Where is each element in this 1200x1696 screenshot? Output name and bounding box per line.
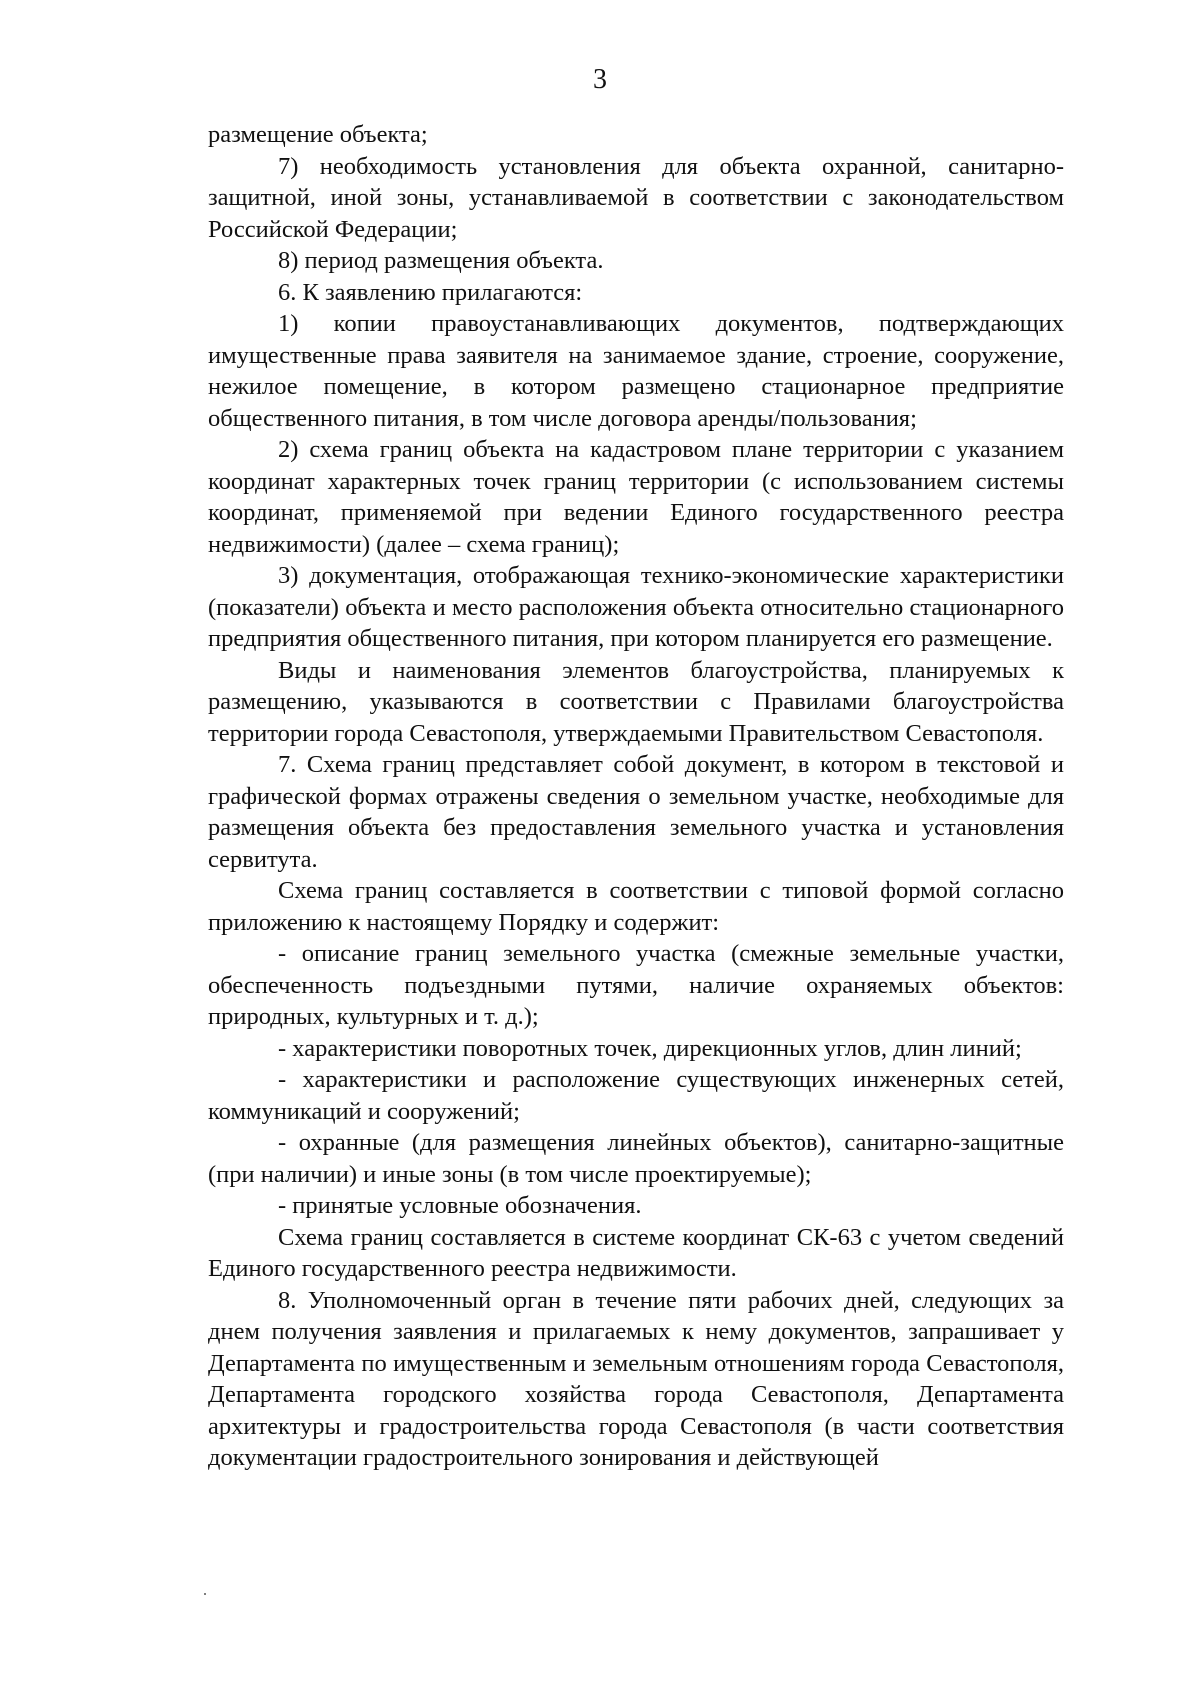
list-item: - принятые условные обозначения. — [278, 1192, 642, 1219]
paragraph: 8) период размещения объекта. — [278, 247, 604, 274]
page-number: 3 — [593, 64, 607, 95]
list-item: 3) документация, отображающая технико-экономические характеристики (показатели) объекта и место расположения объекта относительно стационарного предприятия общественного питания, при котором планируется его размещение. — [208, 562, 1064, 652]
list-item: - характеристики поворотных точек, дирекционных углов, длин линий; — [278, 1034, 1022, 1062]
list-item: - характеристики и расположение существующих инженерных сетей, коммуникаций и сооружений; — [208, 1066, 1064, 1125]
section-paragraph: 8. Уполномоченный орган в течение пяти рабочих дней, следующих за днем получения заявления и прилагаемых к нему документов, запрашивает у Департамента по имущественным и земельным отношениям города Севастополя, Департамента городского хозяйства города Севастополя, Департамента архитектуры и градостроительства города Севастополя (в части соответствия документации градостроительного зонирования и действующей — [208, 1286, 1064, 1471]
paragraph: 7) необходимость установления для объекта охранной, санитарно-защитной, иной зоны, устанавливаемой в соответствии с законодательством Российской Федерации; — [208, 152, 1064, 243]
document-body — [208, 119, 1064, 1474]
section-paragraph: 7. Схема границ представляет собой документ, в котором в текстовой и графической формах отражены сведения о земельном участке, необходимые для размещения объекта без предоставления земельного участка и установления сервитута. — [208, 751, 1064, 873]
scan-speck — [204, 1593, 206, 1595]
list-item: - описание границ земельного участка (смежные земельные участки, обеспеченность подъездными путями, наличие охраняемых объектов: природных, культурных и т. д.); — [208, 940, 1064, 1030]
section-heading: 6. К заявлению прилагаются: — [278, 278, 583, 306]
paragraph: Схема границ составляется в соответствии с типовой формой согласно приложению к настоящему Порядку и содержит: — [208, 877, 1064, 936]
paragraph: Схема границ составляется в системе координат СК-63 с учетом сведений Единого государственного реестра недвижимости. — [208, 1223, 1064, 1282]
paragraph: размещение объекта; — [208, 121, 428, 148]
list-item: 2) схема границ объекта на кадастровом плане территории с указанием координат характерных точек границ территории (с использованием системы координат, применяемой при ведении Единого государственного реестра недвижимости) (далее – схема границ); — [208, 436, 1064, 558]
paragraph: Виды и наименования элементов благоустройства, планируемых к размещению, указываются в соответствии с Правилами благоустройства территории города Севастополя, утверждаемыми Правительством Севастополя. — [208, 656, 1064, 747]
list-item: 1) копии правоустанавливающих документов, подтверждающих имущественные права заявителя на занимаемое здание, строение, сооружение, нежилое помещение, в котором размещено стационарное предприятие общественного питания, в том числе договора аренды/пользования; — [208, 310, 1064, 432]
list-item: - охранные (для размещения линейных объектов), санитарно-защитные (при наличии) и иные зоны (в том числе проектируемые); — [208, 1129, 1064, 1188]
